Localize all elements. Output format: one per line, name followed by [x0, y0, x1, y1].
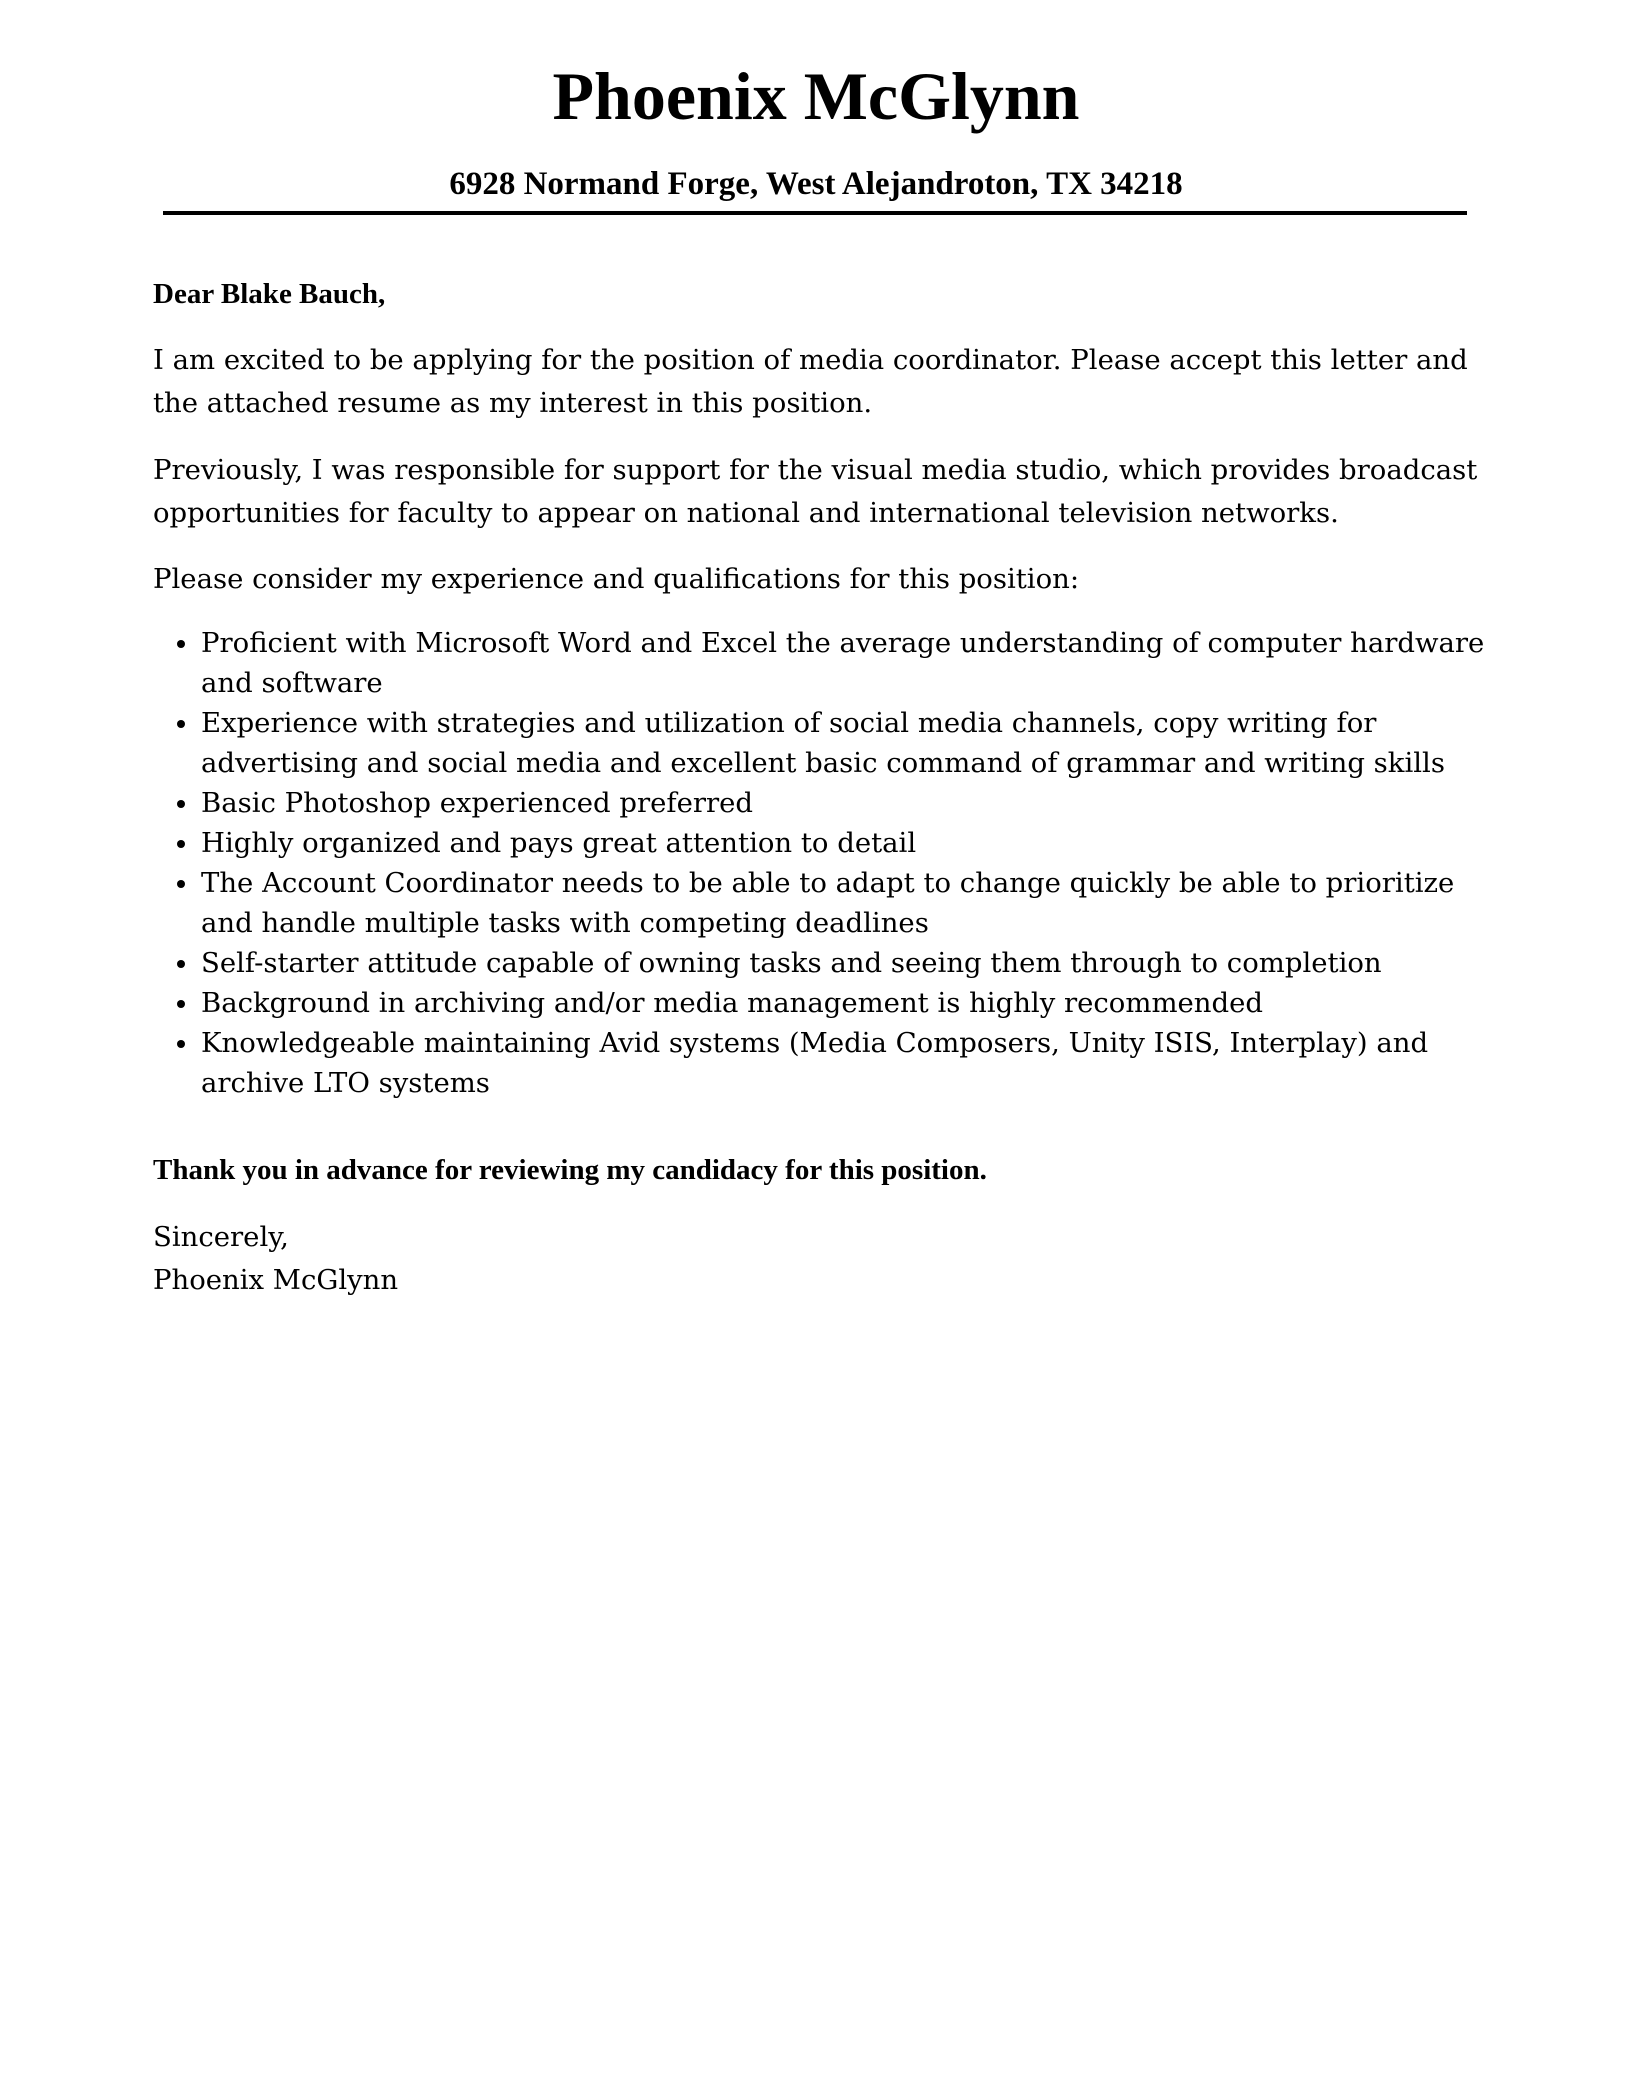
list-item [153, 983, 1493, 1023]
list-item [153, 703, 1493, 783]
bullet-icon [177, 800, 185, 808]
bullet-icon [177, 640, 185, 648]
bullet-icon [177, 1000, 185, 1008]
bullet-icon [177, 880, 185, 888]
bullet-icon [177, 1040, 185, 1048]
list-item-text: Proficient with Microsoft Word and Excel the average understanding of computer hardware and software [201, 627, 1485, 699]
list-item-text: Basic Photoshop experienced preferred [201, 787, 754, 819]
bullet-icon [177, 960, 185, 968]
header-divider [163, 211, 1467, 215]
signoff-block [153, 1216, 398, 1302]
list-item [153, 783, 1493, 823]
list-item [153, 623, 1493, 703]
applicant-address: 6928 Normand Forge, West Alejandroton, TX 34218 [449, 166, 1183, 202]
list-item [153, 1023, 1493, 1103]
list-item-text: Self-starter attitude capable of owning tasks and seeing them through to completion [201, 947, 1382, 979]
list-item [153, 823, 1493, 863]
bullet-icon [177, 720, 185, 728]
qualifications-list [153, 623, 1493, 1103]
signature-name: Phoenix McGlynn [153, 1264, 399, 1296]
list-item [153, 863, 1493, 943]
list-item-text: Background in archiving and/or media management is highly recommended [201, 987, 1263, 1019]
intro-paragraph: I am excited to be applying for the position of media coordinator. Please accept this letter and the attached resume as my interest in this position. [153, 344, 1468, 419]
bullet-icon [177, 840, 185, 848]
closing-statement: Thank you in advance for reviewing my candidacy for this position. [153, 1154, 987, 1186]
list-item-text: Knowledgeable maintaining Avid systems (Media Composers, Unity ISIS, Interplay) and archive LTO systems [201, 1027, 1429, 1099]
list-item-text: Experience with strategies and utilization of social media channels, copy writing for advertising and social media and excellent basic command of grammar and writing skills [201, 707, 1445, 779]
signoff-text: Sincerely, [153, 1221, 289, 1253]
list-item-text: Highly organized and pays great attention to detail [201, 827, 917, 859]
applicant-name: Phoenix McGlynn [552, 58, 1080, 134]
list-item [153, 943, 1493, 983]
qualifications-intro: Please consider my experience and qualifications for this position: [153, 563, 1080, 595]
list-item-text: The Account Coordinator needs to be able to adapt to change quickly be able to prioritize and handle multiple tasks with competing deadlines [201, 867, 1455, 939]
greeting: Dear Blake Bauch, [153, 278, 386, 310]
experience-paragraph: Previously, I was responsible for support for the visual media studio, which provides broadcast opportunities for faculty to appear on national and international television networks. [153, 454, 1478, 529]
